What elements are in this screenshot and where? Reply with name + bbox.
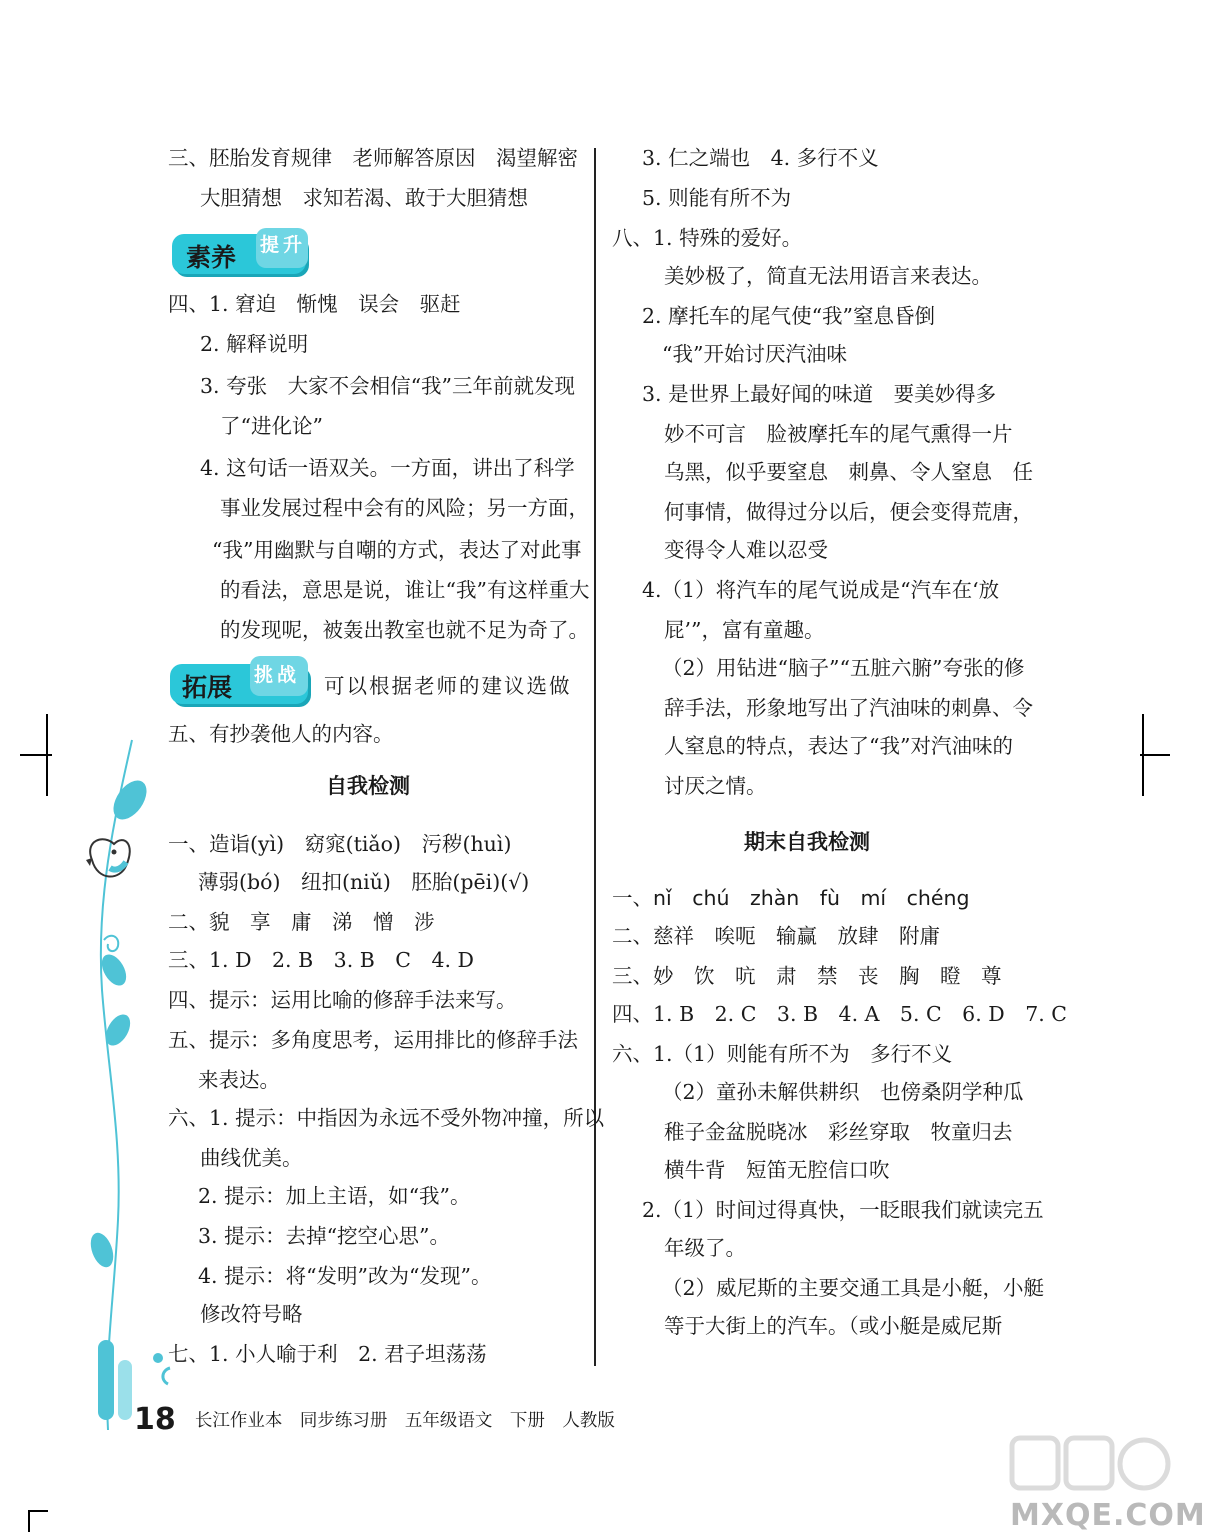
answer-line: 2. 提示：加上主语，如“我”。 — [198, 1184, 471, 1208]
answer-line: 六、1.（1）则能有所不为 多行不义 — [612, 1042, 953, 1066]
answer-line: 辞手法，形象地写出了汽油味的刺鼻、令 — [664, 696, 1033, 720]
answer-line: 三、胚胎发育规律 老师解答原因 渴望解密 — [168, 146, 578, 170]
badge-sub-label: 挑战 — [254, 664, 301, 686]
column-divider — [594, 148, 596, 1366]
answer-line: 三、1. D 2. B 3. B C 4. D — [168, 948, 474, 972]
answer-line: 4. 提示：将“发明”改为“发现”。 — [198, 1264, 492, 1288]
answer-line: 七、1. 小人喻于利 2. 君子坦荡荡 — [168, 1342, 487, 1366]
answer-line: 四、1. B 2. C 3. B 4. A 5. C 6. D 7. C — [612, 1002, 1067, 1026]
section-title: 自我检测 — [326, 774, 410, 798]
badge-main-label: 拓展 — [182, 673, 233, 702]
answer-line: 二、貌 享 庸 涕 憎 涉 — [168, 910, 435, 934]
answer-line: 稚子金盆脱晓冰 彩丝穿取 牧童归去 — [664, 1120, 1013, 1144]
crop-mark — [20, 754, 52, 756]
crop-mark — [28, 1510, 48, 1512]
page-number: 18 — [134, 1402, 176, 1437]
answer-line: 屁’”，富有童趣。 — [664, 618, 825, 642]
answer-line: 人窒息的特点，表达了“我”对汽油味的 — [664, 734, 1013, 758]
tuozhan-tiaozhan-badge — [170, 656, 320, 706]
answer-line: 3. 夸张 大家不会相信“我”三年前就发现 — [200, 374, 576, 398]
answer-line: 年级了。 — [664, 1236, 746, 1260]
answer-line: （2）用钻进“脑子”“五脏六腑”夸张的修 — [662, 656, 1025, 680]
answer-line: 五、有抄袭他人的内容。 — [168, 722, 394, 746]
answer-line: 五、提示：多角度思考，运用排比的修辞手法 — [168, 1028, 578, 1052]
watermark-text: MXQE.COM — [1010, 1498, 1206, 1533]
answer-line: 等于大街上的汽车。（或小艇是威尼斯 — [664, 1314, 1003, 1338]
crop-mark — [28, 1510, 30, 1532]
answer-line: 事业发展过程中会有的风险；另一方面， — [220, 496, 589, 520]
answer-line: 了“进化论” — [220, 414, 323, 438]
answer-line: 的看法，意思是说，谁让“我”有这样重大 — [220, 578, 590, 602]
answer-line: （2）童孙未解供耕织 也傍桑阴学种瓜 — [662, 1080, 1024, 1104]
answer-line: 4.（1）将汽车的尾气说成是“汽车在‘放 — [642, 578, 1000, 602]
answer-line: 修改符号略 — [200, 1302, 303, 1326]
answer-line: 四、提示：运用比喻的修辞手法来写。 — [168, 988, 517, 1012]
badge-main-label: 素养 — [186, 243, 237, 272]
answer-line: “我”开始讨厌汽油味 — [662, 342, 847, 366]
answer-line: 3. 提示：去掉“挖空心思”。 — [198, 1224, 451, 1248]
badge-note: 可以根据老师的建议选做 — [324, 674, 572, 698]
answer-line: 的发现呢，被轰出教室也就不足为奇了。 — [220, 618, 589, 642]
answer-line: 讨厌之情。 — [664, 774, 767, 798]
answer-line: 变得令人难以忍受 — [664, 538, 828, 562]
suyang-tisheng-badge — [172, 228, 314, 276]
answer-line: 大胆猜想 求知若渴、敢于大胆猜想 — [200, 186, 528, 210]
answer-line: 3. 是世界上最好闻的味道 要美妙得多 — [642, 382, 997, 406]
answer-line: 2.（1）时间过得真快，一眨眼我们就读完五 — [642, 1198, 1044, 1222]
answer-line: “我”用幽默与自嘲的方式，表达了对此事 — [212, 538, 582, 562]
page-footer — [134, 1402, 615, 1437]
answer-line: 美妙极了，简直无法用语言来表达。 — [664, 264, 992, 288]
answer-line: 4. 这句话一语双关。一方面，讲出了科学 — [200, 456, 575, 480]
answer-line: 八、1. 特殊的爱好。 — [612, 226, 803, 250]
answer-line: 三、妙 饮 吭 肃 禁 丧 胸 瞪 尊 — [612, 964, 1002, 988]
vine-bird-decoration-icon — [74, 740, 178, 1430]
book-info: 长江作业本 同步练习册 五年级语文 下册 人教版 — [194, 1411, 615, 1431]
answer-line: 妙不可言 脸被摩托车的尾气熏得一片 — [664, 422, 1013, 446]
answer-line: 横牛背 短笛无腔信口吹 — [664, 1158, 890, 1182]
answer-line: 2. 解释说明 — [200, 332, 309, 356]
answer-line: 一、nǐ chú zhàn fù mí chéng — [612, 886, 970, 910]
badge-sub-label: 提升 — [260, 234, 307, 256]
section-title: 期末自我检测 — [744, 830, 870, 854]
answer-line: 薄弱(bó) 纽扣(niǔ) 胚胎(pēi)(√) — [198, 870, 530, 894]
answer-line: （2）威尼斯的主要交通工具是小艇，小艇 — [662, 1276, 1045, 1300]
answer-line: 六、1. 提示：中指因为永远不受外物冲撞，所以 — [168, 1106, 605, 1130]
answer-line: 2. 摩托车的尾气使“我”窒息昏倒 — [642, 304, 936, 328]
answer-line: 四、1. 窘迫 惭愧 误会 驱赶 — [168, 292, 461, 316]
answer-line: 曲线优美。 — [200, 1146, 303, 1170]
answer-line: 3. 仁之端也 4. 多行不义 — [642, 146, 879, 170]
crop-mark — [1140, 754, 1170, 756]
answer-line: 乌黑，似乎要窒息 刺鼻、令人窒息 任 — [664, 460, 1033, 484]
answer-line: 二、慈祥 唉呃 输赢 放肆 附庸 — [612, 924, 940, 948]
answer-line: 何事情，做得过分以后，便会变得荒唐， — [664, 500, 1033, 524]
answer-line: 一、造诣(yì) 窈窕(tiǎo) 污秽(huì) — [168, 832, 512, 856]
answer-line: 5. 则能有所不为 — [642, 186, 792, 210]
answer-line: 来表达。 — [198, 1068, 280, 1092]
